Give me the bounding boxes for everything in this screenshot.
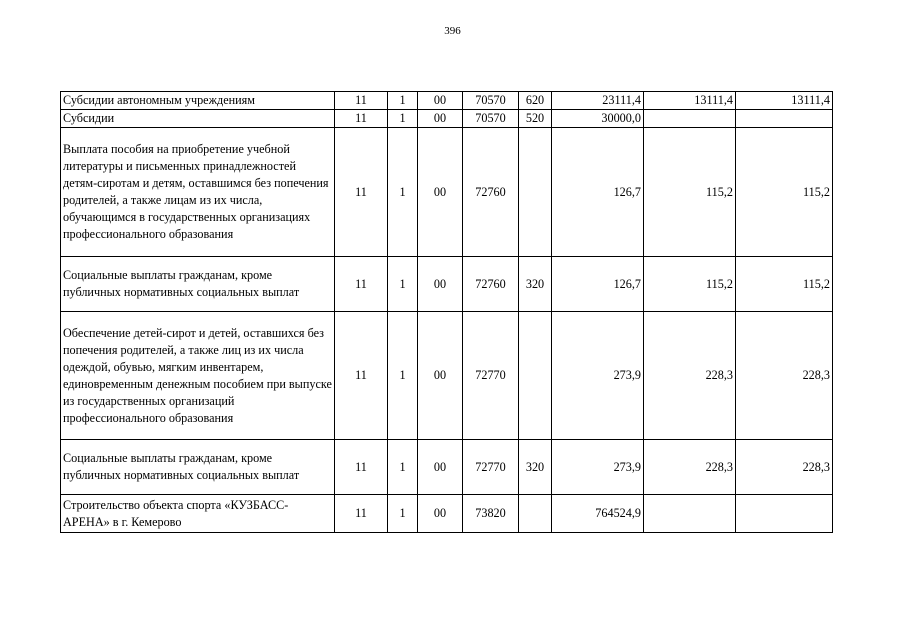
value-1-cell: 23111,4: [552, 92, 644, 110]
value-3-cell: 228,3: [736, 440, 833, 495]
program-cell: 00: [418, 128, 463, 257]
subsection-cell: 1: [388, 257, 418, 312]
section-cell: 11: [335, 128, 388, 257]
section-cell: 11: [335, 92, 388, 110]
section-cell: 11: [335, 257, 388, 312]
program-cell: 00: [418, 110, 463, 128]
value-3-cell: 228,3: [736, 312, 833, 440]
program-cell: 00: [418, 92, 463, 110]
table-row: [61, 110, 833, 128]
code-cell: 70570: [463, 110, 519, 128]
code-cell: 70570: [463, 92, 519, 110]
subsection-cell: 1: [388, 495, 418, 533]
program-cell: 00: [418, 312, 463, 440]
table-row: [61, 440, 833, 495]
section-cell: 11: [335, 440, 388, 495]
table-row: [61, 495, 833, 533]
program-cell: 00: [418, 495, 463, 533]
code-cell: 73820: [463, 495, 519, 533]
value-1-cell: 273,9: [552, 312, 644, 440]
value-2-cell: 115,2: [644, 257, 736, 312]
value-3-cell: 115,2: [736, 257, 833, 312]
subsection-cell: 1: [388, 312, 418, 440]
value-3-cell: [736, 110, 833, 128]
section-cell: 11: [335, 495, 388, 533]
table-row: [61, 128, 833, 257]
code-cell: 72760: [463, 128, 519, 257]
page-number: 396: [444, 25, 461, 37]
section-cell: 11: [335, 110, 388, 128]
value-1-cell: 126,7: [552, 257, 644, 312]
table-row: [61, 257, 833, 312]
value-3-cell: 115,2: [736, 128, 833, 257]
table-row: [61, 92, 833, 110]
value-2-cell: [644, 495, 736, 533]
value-2-cell: 228,3: [644, 312, 736, 440]
row-name: Субсидии автономным учреждениям: [61, 92, 335, 110]
value-1-cell: 764524,9: [552, 495, 644, 533]
type-cell: [519, 128, 552, 257]
type-cell: 620: [519, 92, 552, 110]
section-cell: 11: [335, 312, 388, 440]
row-name: Субсидии: [61, 110, 335, 128]
row-name: Обеспечение детей-сирот и детей, оставшихся без попечения родителей, а также лиц из их числа одеждой, обувью, мягким инвентарем, единовременным денежным пособием при выпуске из государственных организаций профессионального образования: [61, 312, 335, 440]
type-cell: [519, 495, 552, 533]
code-cell: 72770: [463, 440, 519, 495]
subsection-cell: 1: [388, 440, 418, 495]
code-cell: 72760: [463, 257, 519, 312]
value-2-cell: 13111,4: [644, 92, 736, 110]
type-cell: [519, 312, 552, 440]
row-name: Строительство объекта спорта «КУЗБАСС-АРЕНА» в г. Кемерово: [61, 495, 335, 533]
subsection-cell: 1: [388, 92, 418, 110]
value-1-cell: 30000,0: [552, 110, 644, 128]
value-3-cell: 13111,4: [736, 92, 833, 110]
row-name: Социальные выплаты гражданам, кроме публичных нормативных социальных выплат: [61, 257, 335, 312]
subsection-cell: 1: [388, 128, 418, 257]
row-name: Социальные выплаты гражданам, кроме публичных нормативных социальных выплат: [61, 440, 335, 495]
value-3-cell: [736, 495, 833, 533]
value-2-cell: 115,2: [644, 128, 736, 257]
subsection-cell: 1: [388, 110, 418, 128]
value-1-cell: 126,7: [552, 128, 644, 257]
type-cell: 320: [519, 440, 552, 495]
program-cell: 00: [418, 440, 463, 495]
budget-table: [60, 91, 833, 533]
code-cell: 72770: [463, 312, 519, 440]
table-row: [61, 312, 833, 440]
value-2-cell: 228,3: [644, 440, 736, 495]
program-cell: 00: [418, 257, 463, 312]
value-2-cell: [644, 110, 736, 128]
row-name: Выплата пособия на приобретение учебной литературы и письменных принадлежностей детям-сиротам и детям, оставшимся без попечения родителей, а также лицам из их числа, обучающимся в государственных организациях профессионального образования: [61, 128, 335, 257]
value-1-cell: 273,9: [552, 440, 644, 495]
type-cell: 520: [519, 110, 552, 128]
type-cell: 320: [519, 257, 552, 312]
